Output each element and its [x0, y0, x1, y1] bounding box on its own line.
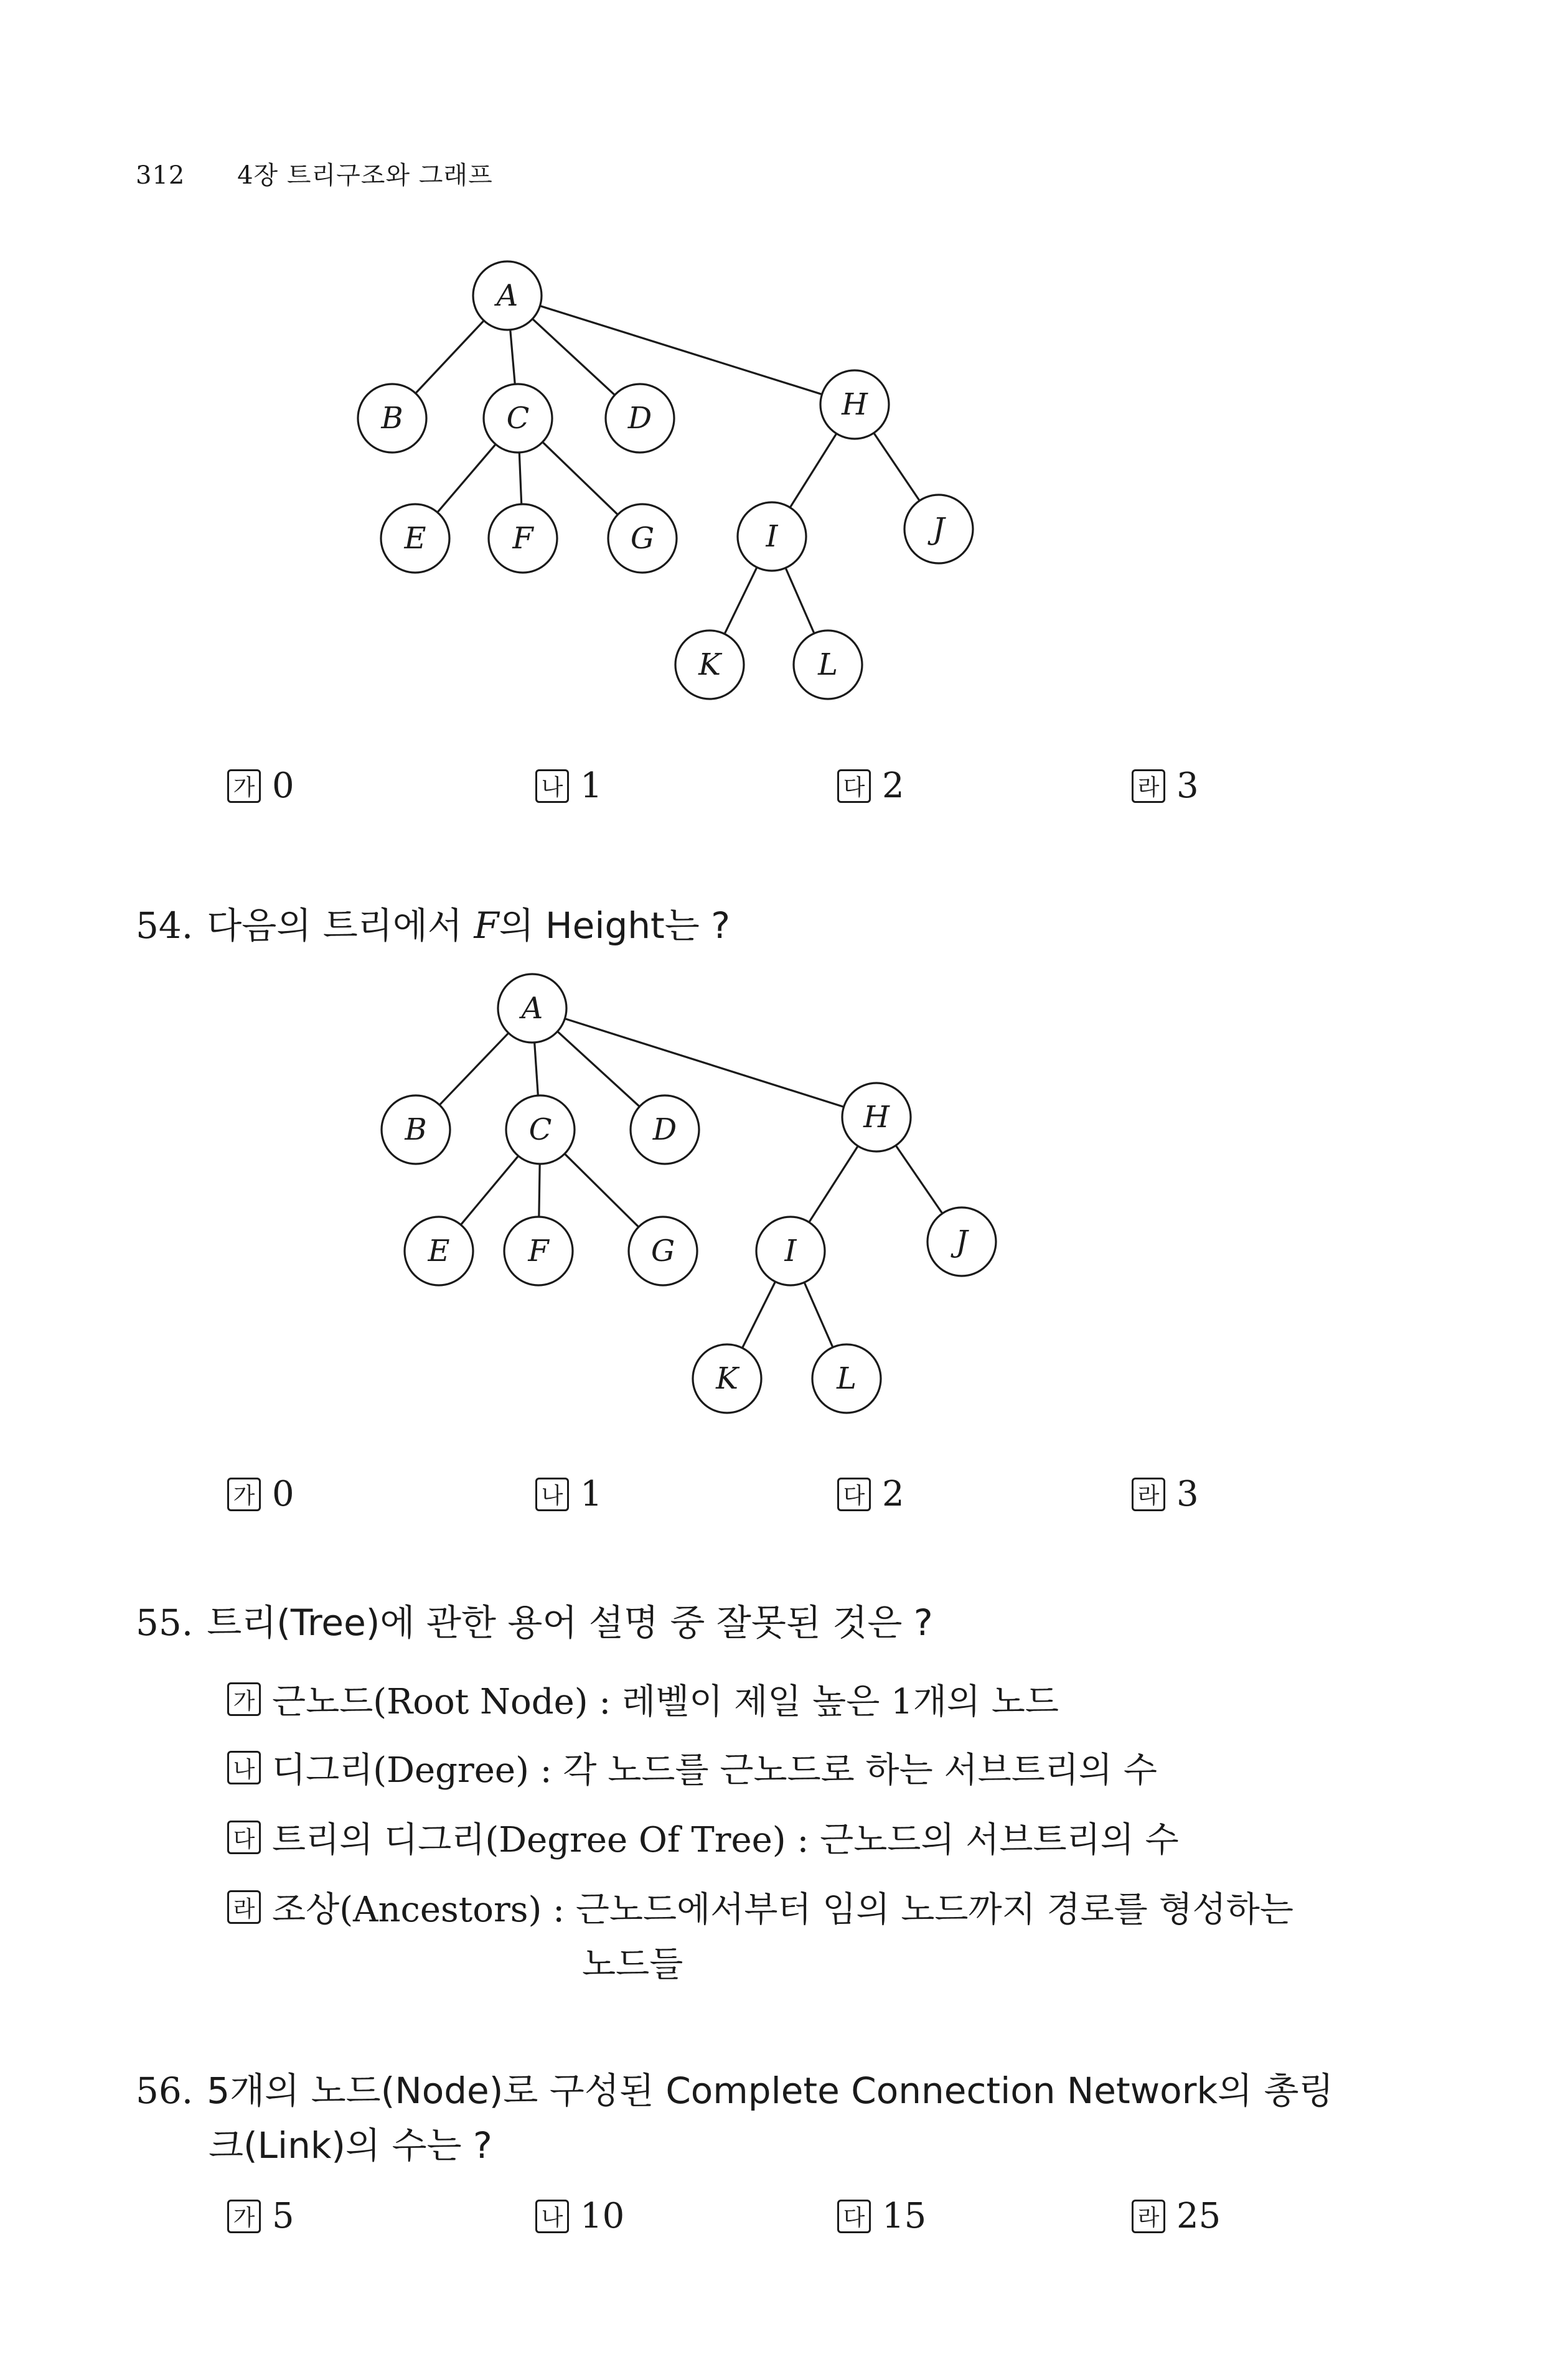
tree-node-k	[693, 1344, 761, 1413]
choice-value: 25	[1176, 2196, 1221, 2236]
choice-mark: 나	[535, 2200, 569, 2233]
choice-mark: 다	[837, 769, 871, 803]
choice-mark: 다	[837, 1478, 871, 1511]
choice-value: 3	[1176, 766, 1199, 806]
q54-choice-1[interactable]	[227, 1474, 294, 1514]
node-label: G	[630, 521, 655, 556]
node-label: E	[428, 1234, 450, 1268]
choice-value: 0	[272, 1474, 294, 1514]
tree-node-l	[812, 1344, 881, 1413]
choice-mark: 가	[227, 1682, 261, 1716]
choice-mark: 라	[227, 1890, 261, 1924]
tree-node-c	[506, 1095, 575, 1164]
tree-edge-c-e	[438, 444, 496, 512]
tree-edge-i-k	[743, 1282, 776, 1348]
tree-node-k	[675, 631, 744, 699]
tree-node-b	[358, 384, 426, 452]
node-label: F	[512, 521, 533, 556]
tree-edge-a-c	[535, 1043, 538, 1095]
tree-node-i	[756, 1217, 825, 1285]
node-label: D	[627, 401, 652, 436]
tree-edge-c-f	[519, 452, 521, 504]
tree-edge-a-h	[540, 306, 822, 394]
tree-node-d	[631, 1095, 699, 1164]
tree-edge-h-i	[809, 1146, 858, 1222]
q54-choice-2[interactable]	[535, 1474, 603, 1514]
tree-node-g	[608, 504, 677, 573]
tree-node-f	[489, 504, 557, 573]
choice-mark: 라	[1132, 2200, 1165, 2233]
choice-mark: 가	[227, 769, 261, 803]
node-label: C	[506, 401, 530, 436]
tree-node-b	[382, 1095, 450, 1164]
tree-diagram-1	[0, 0, 1568, 682]
tree-edge-c-g	[543, 442, 618, 515]
node-variable: F	[474, 904, 499, 947]
tree-node-d	[606, 384, 674, 452]
node-label: I	[766, 519, 778, 554]
choice-value: 10	[580, 2196, 625, 2236]
question-text: 5개의 노드(Node)로 구성된 Complete Connection Network의 총링	[207, 2070, 1334, 2112]
question-text: 트리(Tree)에 관한 용어 설명 중 잘못된 것은 ?	[207, 1601, 933, 1644]
node-label: E	[404, 521, 426, 556]
chapter-title: 4장 트리구조와 그래프	[237, 161, 493, 190]
tree-node-c	[484, 384, 552, 452]
question-text: 의 Height는 ?	[499, 904, 731, 947]
tree-node-j	[927, 1207, 996, 1276]
node-label: I	[784, 1234, 797, 1268]
question-text: 다음의 트리에서	[207, 904, 474, 947]
question-55	[136, 1593, 933, 1646]
tree-diagram-2	[0, 710, 1568, 1396]
tree-node-i	[738, 502, 806, 571]
tree-edge-c-g	[565, 1154, 639, 1227]
tree-edge-a-b	[416, 321, 484, 393]
q56-choice-4[interactable]	[1132, 2196, 1221, 2236]
option-text: 트리의 디그리(Degree Of Tree) : 근노드의 서브트리의 수	[272, 1820, 1179, 1860]
node-label: H	[863, 1100, 890, 1135]
option-text: 근노드(Root Node) : 레벨이 제일 높은 1개의 노드	[272, 1682, 1059, 1722]
node-label: K	[698, 647, 721, 682]
node-label: J	[955, 1224, 968, 1259]
question-number: 56.	[136, 2070, 194, 2112]
tree-node-h	[842, 1083, 911, 1151]
tree-edge-h-i	[790, 434, 837, 508]
choice-value: 1	[580, 1474, 603, 1514]
node-label: D	[652, 1112, 677, 1147]
node-label: J	[932, 512, 945, 546]
question-56-line-2: 크(Link)의 수는 ?	[209, 2124, 492, 2167]
node-label: G	[650, 1234, 675, 1268]
tree-node-h	[820, 370, 889, 439]
question-number: 55.	[136, 1601, 194, 1644]
tree-edge-a-d	[558, 1031, 640, 1107]
tree-node-f	[504, 1217, 573, 1285]
node-label: F	[528, 1234, 549, 1268]
choice-value: 5	[272, 2196, 294, 2236]
q54-choice-4[interactable]	[1132, 1474, 1199, 1514]
node-label: B	[405, 1112, 427, 1147]
node-label: L	[818, 647, 838, 682]
tree-node-l	[794, 631, 862, 699]
choice-mark: 가	[227, 1478, 261, 1511]
tree-edge-i-l	[804, 1282, 833, 1347]
question-56	[136, 2061, 1334, 2114]
choice-value: 15	[882, 2196, 927, 2236]
tree-edge-a-c	[510, 330, 515, 384]
node-label: B	[381, 401, 403, 436]
choice-mark: 가	[227, 2200, 261, 2233]
question-number: 54.	[136, 904, 194, 947]
tree-node-a	[473, 261, 542, 330]
page-number: 312	[136, 161, 185, 190]
tree-node-j	[904, 495, 973, 563]
tree-edge-c-e	[461, 1156, 518, 1225]
tree-edge-a-b	[439, 1033, 509, 1105]
q55-option-2[interactable]	[227, 1743, 1157, 1793]
node-label: A	[496, 278, 519, 313]
tree-edge-h-j	[896, 1145, 942, 1213]
q54-choice-3[interactable]	[837, 1474, 904, 1514]
tree-edge-c-f	[539, 1164, 540, 1217]
choice-mark: 나	[535, 1478, 569, 1511]
node-label: H	[842, 387, 868, 422]
q56-choice-3[interactable]	[837, 2196, 926, 2236]
choice-mark: 라	[1132, 1478, 1165, 1511]
q55-option-4-continuation: 노드들	[582, 1944, 683, 1985]
tree-edge-i-l	[786, 568, 814, 633]
choice-mark: 라	[1132, 769, 1165, 803]
tree-node-e	[405, 1217, 473, 1285]
node-label: K	[716, 1361, 738, 1396]
choice-value: 3	[1176, 1474, 1199, 1514]
option-text: 디그리(Degree) : 각 노드를 근노드로 하는 서브트리의 수	[272, 1750, 1157, 1791]
choice-mark: 다	[227, 1821, 261, 1854]
q55-option-3[interactable]	[227, 1812, 1179, 1862]
choice-value: 2	[882, 1474, 904, 1514]
choice-value: 0	[272, 766, 294, 806]
choice-value: 1	[580, 766, 603, 806]
choice-mark: 나	[535, 769, 569, 803]
tree-node-e	[381, 504, 449, 573]
choice-mark: 나	[227, 1751, 261, 1784]
q55-option-4[interactable]	[227, 1882, 1293, 1932]
node-label: A	[521, 991, 543, 1026]
tree-edge-h-j	[874, 433, 919, 501]
tree-node-a	[498, 974, 566, 1043]
node-label: L	[837, 1361, 857, 1396]
tree-edge-a-d	[532, 319, 614, 395]
q56-choice-2[interactable]	[535, 2196, 624, 2236]
tree-edge-a-h	[565, 1019, 843, 1107]
tree-edge-i-k	[725, 567, 757, 634]
choice-mark: 다	[837, 2200, 871, 2233]
choice-value: 2	[882, 766, 904, 806]
q56-choice-1[interactable]	[227, 2196, 294, 2236]
node-label: C	[528, 1112, 552, 1147]
q55-option-1[interactable]	[227, 1674, 1059, 1724]
tree-node-g	[629, 1217, 697, 1285]
option-text: 조상(Ancestors) : 근노드에서부터 임의 노드까지 경로를 형성하는	[272, 1890, 1293, 1930]
